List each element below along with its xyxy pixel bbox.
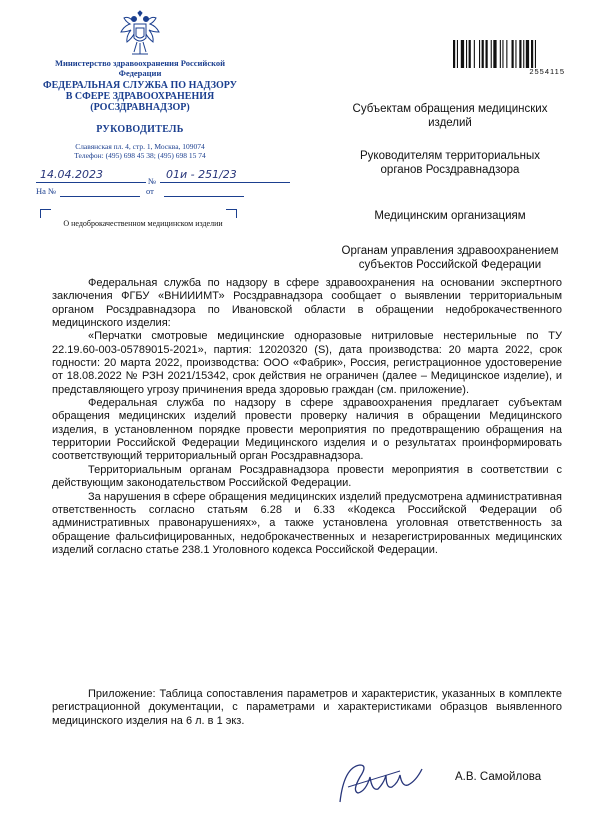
address-line-1: Славянская пл. 4, стр. 1, Москва, 109074	[75, 142, 205, 151]
body-paragraph-5: За нарушения в сфере обращения медицинских изделий предусмотрена административная ответственность согласно статьям 6.28 и 6.33 «Кодекса Российской Федерации об административных правонарушениях», а также установлена уголовная ответственность за обращение фальсифицированных, недоброкачественных и незарегистрированных медицинских изделий согласно статье 238.1 Уголовного кодекса Российской Федерации.	[52, 490, 562, 556]
subject-bracket-left	[40, 209, 51, 218]
barcode	[453, 40, 565, 68]
ref-number-underline	[60, 196, 140, 197]
service-address	[40, 142, 240, 160]
coat-of-arms-emblem	[118, 10, 162, 58]
number-underline	[160, 182, 290, 183]
no-sign: №	[148, 176, 157, 186]
signer-name: А.В. Самойлова	[455, 771, 542, 783]
ot-label: от	[146, 186, 154, 196]
body-paragraph-2: «Перчатки смотровые медицинские одноразовые нитриловые нестерильные по ТУ 22.19.60-003-05789015-2021», партия: 12020320 (S), дата производства: 20 марта 2022, срок годности: 20 марта 2022, производства: ООО «Фабрик», Россия, регистрационное удостоверение от 18.08.2022 № РЗН 2021/15342, срок действия не ограничен (далее – Медицинское изделие), и представляющего угрозу причинения вреда здоровью граждан (см. приложение).	[52, 330, 562, 396]
service-name	[30, 80, 250, 113]
registration-block	[36, 168, 296, 198]
head-title: РУКОВОДИТЕЛЬ	[96, 124, 184, 135]
addressee-1: Субъектам обращения медицинских изделий	[352, 103, 548, 129]
subject-line: О недоброкачественном медицинском изделии	[63, 219, 223, 228]
body-paragraph-3: Федеральная служба по надзору в сфере здравоохранения предлагает субъектам обращения медицинских изделий провести проверку наличия в обращении Медицинского изделия, в установленном порядке провести мероприятия по предотвращению обращения на территории Российской Федерации Медицинского изделия и о результатах проинформировать соответствующий территориальный орган Росздравнадзора.	[52, 397, 562, 463]
attachment-note	[52, 688, 562, 728]
service-line-3: (РОСЗДРАВНАДЗОР)	[90, 102, 190, 113]
ref-date-underline	[164, 196, 244, 197]
service-line-1: ФЕДЕРАЛЬНАЯ СЛУЖБА ПО НАДЗОРУ	[43, 80, 237, 91]
service-line-2: В СФЕРЕ ЗДРАВООХРАНЕНИЯ	[65, 91, 215, 102]
body-paragraph-1: Федеральная служба по надзору в сфере здравоохранения на основании экспертного заключения ФГБУ «ВНИИИМТ» Росздравнадзора сообщает о выявлении территориальным органом Росздравнадзора по Ивановской области в обращении недоброкачественного медицинского изделия:	[52, 277, 562, 330]
letter-body	[52, 277, 562, 557]
body-paragraph-4: Территориальным органам Росздравнадзора провести мероприятия в соответствии с действующим законодательством Российской Федерации.	[52, 463, 562, 490]
addressee-2: Руководителям территориальных органов Росздравнадзора	[360, 150, 540, 176]
na-label: На №	[36, 186, 57, 196]
barcode-number: 2554115	[529, 67, 565, 76]
addressee-3: Медицинским организациям	[374, 210, 526, 222]
handwritten-signature	[330, 747, 430, 812]
handwritten-date: 14.04.2023	[40, 168, 103, 181]
attachment-text: Приложение: Таблица сопоставления параметров и характеристик, указанных в комплекте регистрационной документации, с параметрами и характеристиками образцов выявленного медицинского изделия на 6 л. в 1 экз.	[52, 688, 562, 727]
addressee-4: Органам управления здравоохранением субъектов Российской Федерации	[341, 245, 559, 271]
ministry-name: Министерство здравоохранения Российской Федерации	[54, 58, 226, 78]
address-line-2: Телефон: (495) 698 45 38; (495) 698 15 74	[74, 151, 206, 160]
handwritten-number: 01и - 251/23	[166, 168, 237, 181]
date-underline	[36, 182, 146, 183]
subject-bracket-right	[226, 209, 237, 218]
